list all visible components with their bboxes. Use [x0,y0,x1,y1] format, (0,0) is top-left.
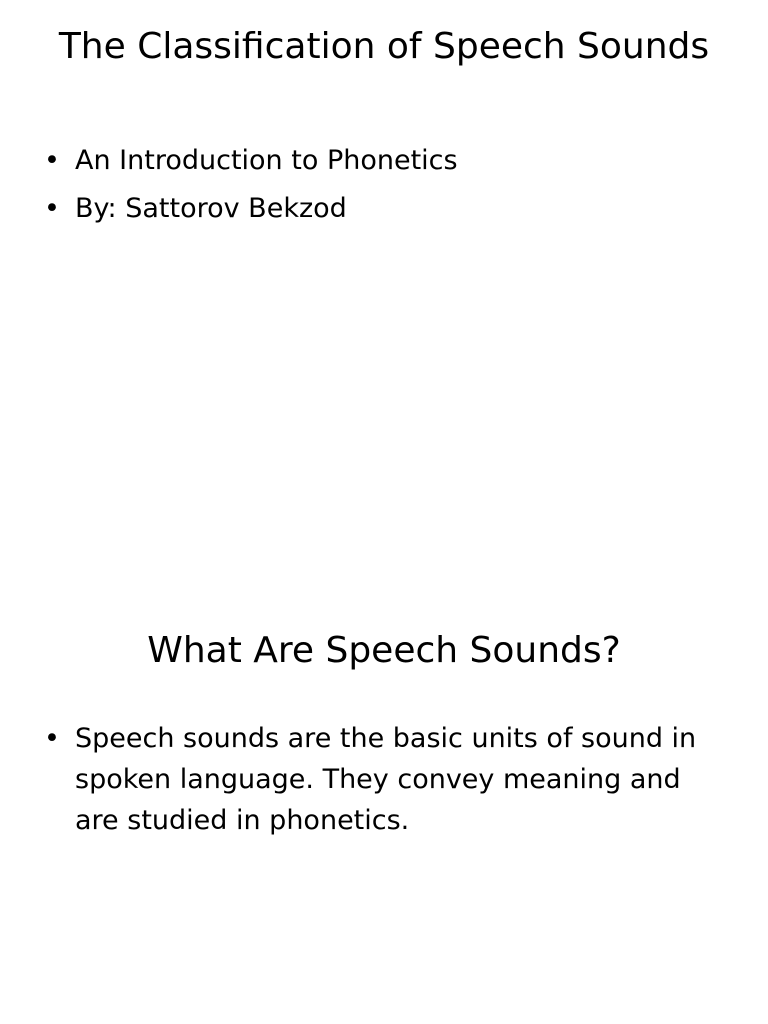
bullet-item [40,188,720,229]
bullet-list [40,140,720,236]
slide-2 [0,512,768,1024]
bullet-text: An Introduction to Phonetics [75,145,458,176]
slide-title: What Are Speech Sounds? [147,630,621,671]
bullet-item [40,718,720,841]
bullet-text: By: Sattorov Bekzod [75,193,347,224]
bullet-icon: • [44,723,60,754]
bullet-list [40,718,720,848]
slide-title: The Classification of Speech Sounds [58,26,710,67]
bullet-icon: • [44,145,60,176]
bullet-icon: • [44,193,60,224]
bullet-item [40,140,720,181]
bullet-text: Speech sounds are the basic units of sound in spoken language. They convey meaning and are studied in phonetics. [75,723,697,836]
